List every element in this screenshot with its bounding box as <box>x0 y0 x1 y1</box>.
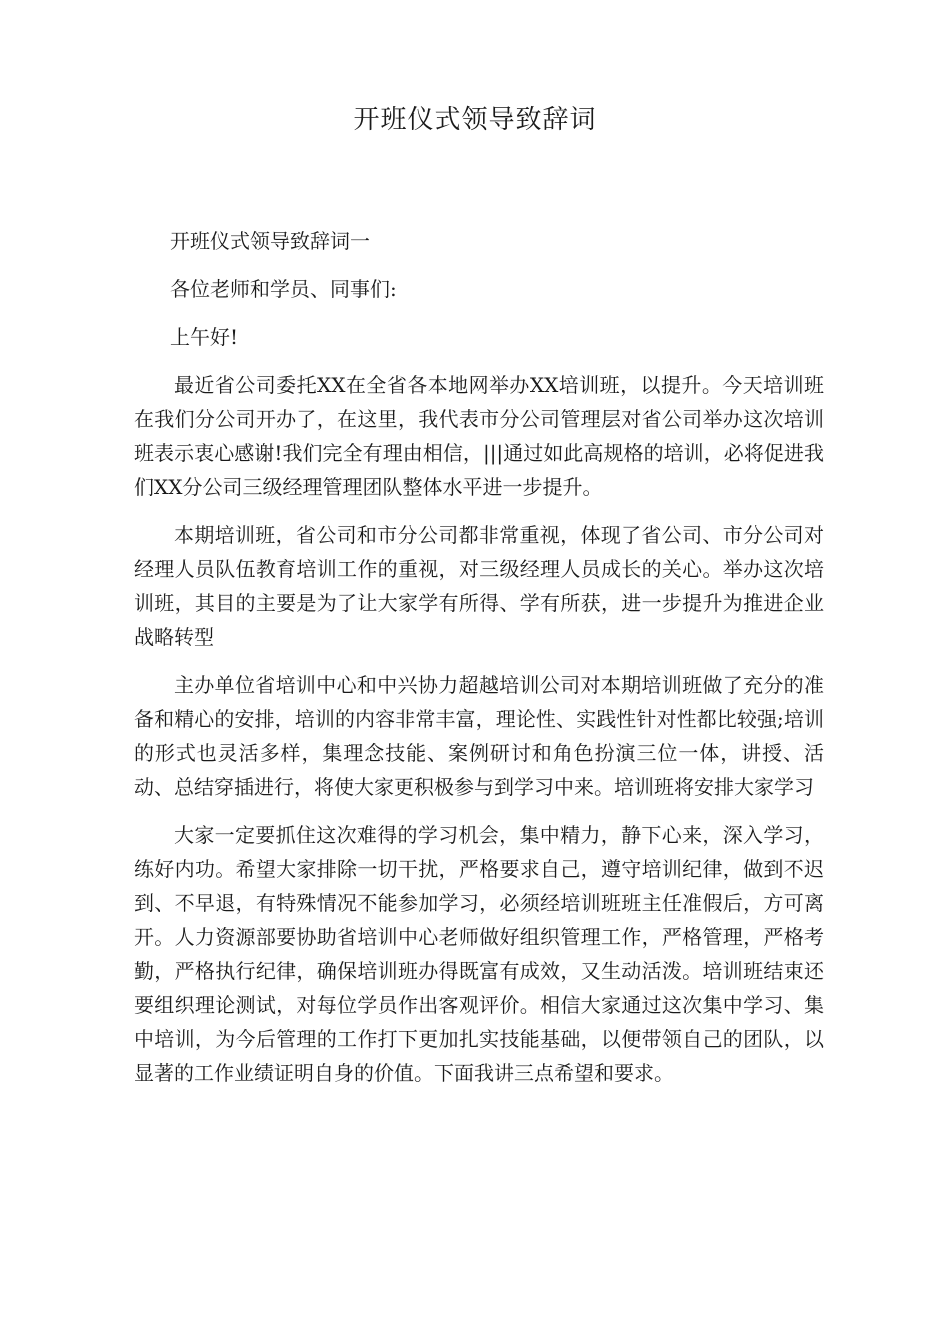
section-heading: 开班仪式领导致辞词一 <box>170 229 370 253</box>
salutation: 各位老师和学员、同事们: <box>170 277 397 301</box>
document-title: 开班仪式领导致辞词 <box>353 105 597 135</box>
paragraph-3: 主办单位省培训中心和中兴协力超越培训公司对本期培训班做了充分的准备和精心的安排，培训的内容非常丰富，理论性、实践性针对性都比较强;培训的形式也灵活多样，集理念技能、案例研讨和角色扮演三位一体，讲授、活动、总结穿插进行，将使大家更积极参与到学习中来。培训班将安排大家学习 <box>134 673 824 799</box>
paragraph-1: 最近省公司委托XX在全省各本地网举办XX培训班，以提升。今天培训班在我们分公司开办了，在这里，我代表市分公司管理层对省公司举办这次培训班表示衷心感谢!我们完全有理由相信，|||通过如此高规格的培训，必将促进我们XX分公司三级经理管理团队整体水平进一步提升。 <box>134 373 824 499</box>
paragraph-4: 大家一定要抓住这次难得的学习机会，集中精力，静下心来，深入学习，练好内功。希望大家排除一切干扰，严格要求自己，遵守培训纪律，做到不迟到、不早退，有特殊情况不能参加学习，必须经培训班班主任准假后，方可离开。人力资源部要协助省培训中心老师做好组织管理工作，严格管理，严格考勤，严格执行纪律，确保培训班办得既富有成效，又生动活泼。培训班结束还要组织理论测试，对每位学员作出客观评价。相信大家通过这次集中学习、集中培训，为今后管理的工作打下更加扎实技能基础，以便带领自己的团队，以显著的工作业绩证明自身的价值。下面我讲三点希望和要求。 <box>134 823 824 1085</box>
greeting: 上午好! <box>170 325 239 349</box>
paragraph-2: 本期培训班，省公司和市分公司都非常重视，体现了省公司、市分公司对经理人员队伍教育培训工作的重视，对三级经理人员成长的关心。举办这次培训班，其目的主要是为了让大家学有所得、学有所获，进一步提升为推进企业战略转型 <box>134 523 824 649</box>
document-body <box>134 224 824 1104</box>
